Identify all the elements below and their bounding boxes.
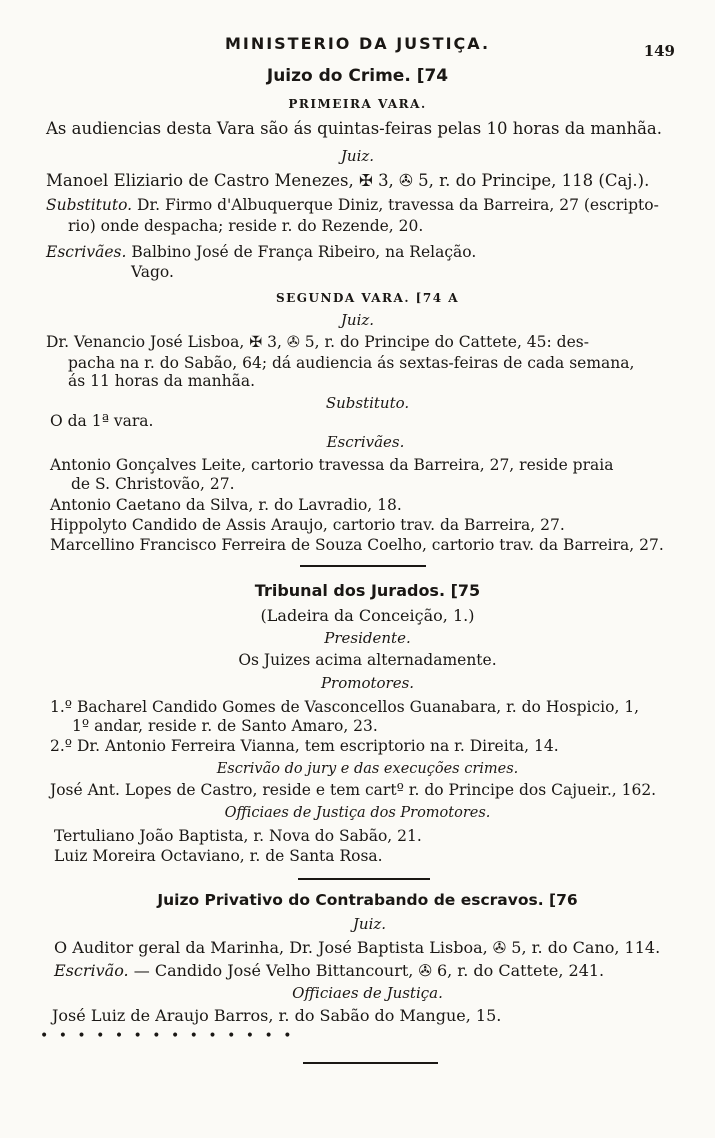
section-heading-contraband: Juizo Privativo do Contrabando de escravos. [76 <box>157 891 578 909</box>
substitute-line-1 <box>46 195 659 216</box>
officers-title: Officiaes de Justiça dos Promotores. <box>224 805 491 821</box>
judge-entry: Manoel Eliziario de Castro Menezes, ✠ 3, ✇ 5, r. do Principe, 118 (Caj.). <box>46 171 650 190</box>
prosecutor-2: 2.º Dr. Antonio Ferreira Vianna, tem escriptorio na r. Direita, 14. <box>50 737 559 755</box>
jury-clerk: José Ant. Lopes de Castro, reside e tem cartº r. do Principe dos Cajueir., 162. <box>50 781 657 799</box>
prosecutor-1-line-2: 1º andar, reside r. de Santo Amaro, 23. <box>72 717 378 735</box>
subheading-first-court: PRIMEIRA VARA. <box>288 97 427 111</box>
substitute-line-2: rio) onde despacha; reside r. do Rezende, 20. <box>68 217 424 235</box>
clerk-4: — Candido José Velho Bittancourt, ✇ 6, r. do Cattete, 241. <box>133 961 605 980</box>
judge2-line-1: Dr. Venancio José Lisboa, ✠ 3, ✇ 5, r. do Principe do Cattete, 45: des- <box>46 333 589 351</box>
clerk-line-4 <box>54 960 604 981</box>
dot-leader: • • • • • • • • • • • • • • <box>40 1028 295 1044</box>
section-heading-crime: Juizo do Crime. [74 <box>266 66 449 86</box>
officer-4: José Luiz de Araujo Barros, r. do Sabão do Mangue, 15. <box>52 1006 502 1025</box>
judge-title: Juiz. <box>340 147 375 165</box>
clerks-label: Escrivães. <box>46 243 127 261</box>
clerk-1: Balbino José de França Ribeiro, na Relação. <box>131 243 477 261</box>
clerk-entry: de S. Christovão, 27. <box>71 475 235 493</box>
officer-entry: Tertuliano João Baptista, r. Nova do Sabão, 21. <box>54 827 422 845</box>
officer-entry: Luiz Moreira Octaviano, r. de Santa Rosa. <box>54 847 383 865</box>
end-divider <box>303 1062 438 1064</box>
officers-title-4: Officiaes de Justiça. <box>292 984 443 1002</box>
clerk-entry: Marcellino Francisco Ferreira de Souza Coelho, cartorio trav. da Barreira, 27. <box>50 536 664 554</box>
clerk-entry: Antonio Caetano da Silva, r. do Lavradio, 18. <box>50 496 402 514</box>
substitute-title-2: Substituto. <box>325 394 410 412</box>
substitute-text-1: Dr. Firmo d'Albuquerque Diniz, travessa da Barreira, 27 (escripto- <box>137 196 659 214</box>
audience-note: As audiencias desta Vara são ás quintas-feiras pelas 10 horas da manhãa. <box>46 119 663 138</box>
judge2-line-3: ás 11 horas da manhãa. <box>68 372 256 390</box>
clerk-label-4: Escrivão. <box>54 961 129 980</box>
judge2-line-2: pacha na r. do Sabão, 64; dá audiencia ás sextas-feiras de cada semana, <box>68 354 635 372</box>
clerks-line-1 <box>46 242 476 263</box>
jury-clerk-title: Escrivão do jury e das execuções crimes. <box>216 761 519 777</box>
page-header: MINISTERIO DA JUSTIÇA. <box>224 34 491 53</box>
section-divider <box>298 878 430 880</box>
clerk-vacant: Vago. <box>131 263 174 281</box>
clerk-entry: Hippolyto Candido de Assis Araujo, cartorio trav. da Barreira, 27. <box>50 516 565 534</box>
judge-title-4: Juiz. <box>352 915 387 933</box>
president-title: Presidente. <box>324 629 411 647</box>
section-heading-jury: Tribunal dos Jurados. [75 <box>254 581 481 600</box>
jury-address: (Ladeira da Conceição, 1.) <box>260 606 475 625</box>
president: Os Juizes acima alternadamente. <box>238 651 497 669</box>
section-divider <box>300 565 426 567</box>
clerk-entry: Antonio Gonçalves Leite, cartorio travessa da Barreira, 27, reside praia <box>50 456 614 474</box>
judge-title-2: Juiz. <box>340 311 375 329</box>
prosecutors-title: Promotores. <box>320 674 415 692</box>
clerks-title-2: Escrivães. <box>326 433 405 451</box>
subheading-second-court: SEGUNDA VARA. [74 A <box>275 291 460 305</box>
substitute-2: O da 1ª vara. <box>50 412 154 430</box>
substitute-label: Substituto. <box>46 196 133 214</box>
prosecutor-1-line-1: 1.º Bacharel Candido Gomes de Vasconcellos Guanabara, r. do Hospicio, 1, <box>50 698 640 716</box>
judge-4: O Auditor geral da Marinha, Dr. José Baptista Lisboa, ✇ 5, r. do Cano, 114. <box>54 938 661 957</box>
page-number: 149 <box>643 42 675 60</box>
